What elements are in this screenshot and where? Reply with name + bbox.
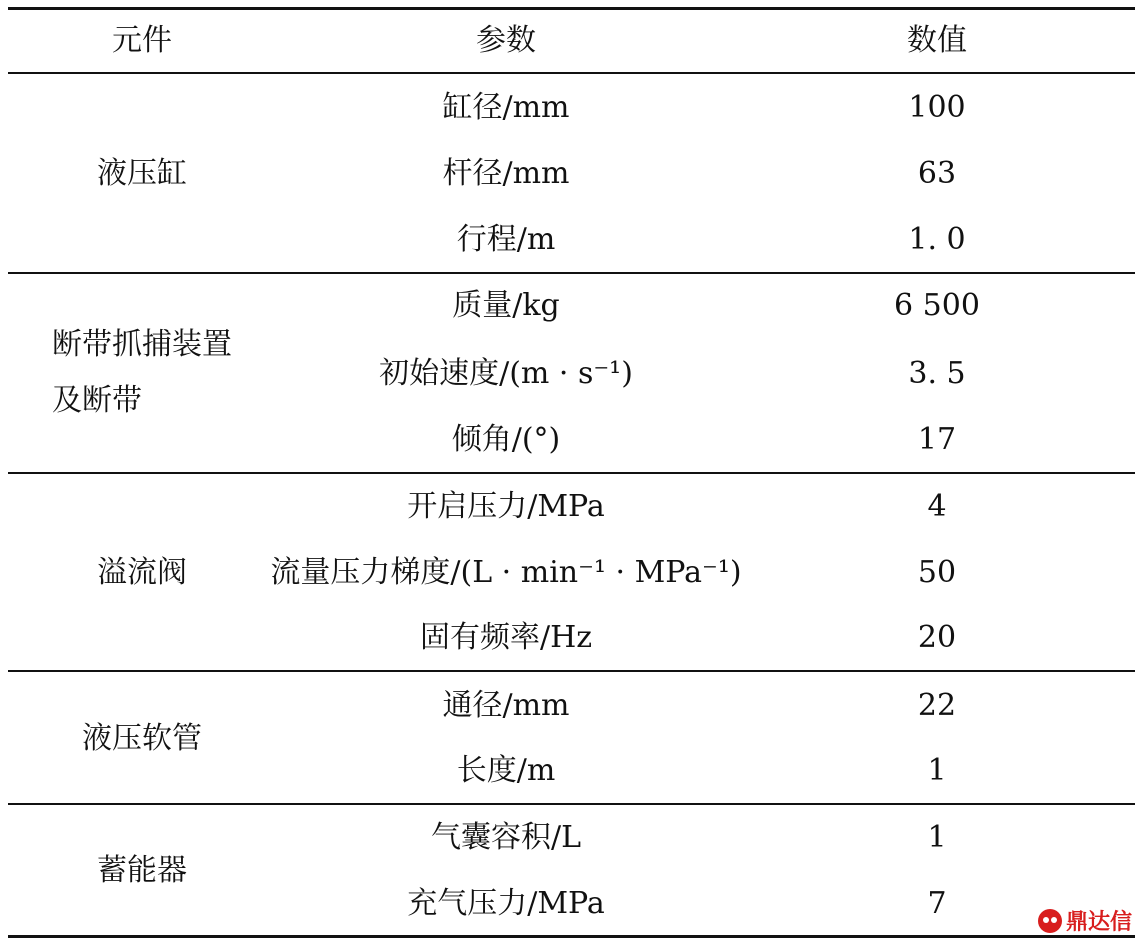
group-name-relief-valve: 溢流阀 bbox=[97, 555, 187, 590]
parameter-cell: 行程/m bbox=[456, 222, 556, 257]
parameter-cell: 流量压力梯度/(L · min⁻¹ · MPa⁻¹) bbox=[270, 555, 742, 590]
value-cell: 100 bbox=[908, 90, 966, 125]
value-cell: 1 bbox=[927, 820, 947, 855]
value-cell: 20 bbox=[917, 620, 957, 655]
group-rule bbox=[8, 803, 1135, 805]
parameter-cell: 质量/kg bbox=[452, 288, 560, 323]
header-rule bbox=[8, 72, 1135, 74]
column-header-parameter: 参数 bbox=[476, 23, 536, 58]
parameter-cell: 倾角/(°) bbox=[451, 422, 561, 457]
value-cell: 3. 5 bbox=[908, 356, 966, 391]
parameter-cell: 气囊容积/L bbox=[430, 820, 582, 855]
parameter-cell: 充气压力/MPa bbox=[407, 886, 605, 921]
column-header-component: 元件 bbox=[112, 23, 172, 58]
group-rule bbox=[8, 272, 1135, 274]
value-cell: 63 bbox=[917, 156, 957, 191]
group-rule bbox=[8, 472, 1135, 474]
value-cell: 17 bbox=[917, 422, 957, 457]
group-name-cylinder: 液压缸 bbox=[97, 156, 187, 191]
group-name-accumulator: 蓄能器 bbox=[97, 853, 187, 888]
parameter-cell: 缸径/mm bbox=[442, 90, 570, 125]
column-header-value: 数值 bbox=[907, 23, 967, 58]
parameter-cell: 开启压力/MPa bbox=[407, 489, 605, 524]
table-top-rule bbox=[8, 7, 1135, 10]
parameter-cell: 初始速度/(m · s⁻¹) bbox=[379, 356, 633, 391]
value-cell: 7 bbox=[927, 886, 947, 921]
watermark-text: 鼎达信 bbox=[1065, 910, 1132, 935]
value-cell: 22 bbox=[917, 688, 957, 723]
group-rule bbox=[8, 670, 1135, 672]
value-cell: 50 bbox=[917, 555, 957, 590]
value-cell: 4 bbox=[927, 489, 947, 524]
table-bottom-rule bbox=[8, 935, 1135, 938]
parameter-cell: 固有频率/Hz bbox=[419, 620, 593, 655]
watermark bbox=[1038, 905, 1132, 936]
group-name-hydraulic-hose: 液压软管 bbox=[82, 721, 202, 756]
dingdaxin-logo-icon bbox=[1038, 909, 1062, 933]
parameter-cell: 杆径/mm bbox=[442, 156, 570, 191]
parameter-cell: 长度/m bbox=[456, 753, 556, 788]
value-cell: 1 bbox=[927, 753, 947, 788]
parameter-cell: 通径/mm bbox=[442, 688, 570, 723]
value-cell: 1. 0 bbox=[908, 222, 966, 257]
group-name-capture-device: 断带抓捕装置 及断带 bbox=[52, 327, 232, 418]
value-cell: 6 500 bbox=[894, 288, 980, 323]
